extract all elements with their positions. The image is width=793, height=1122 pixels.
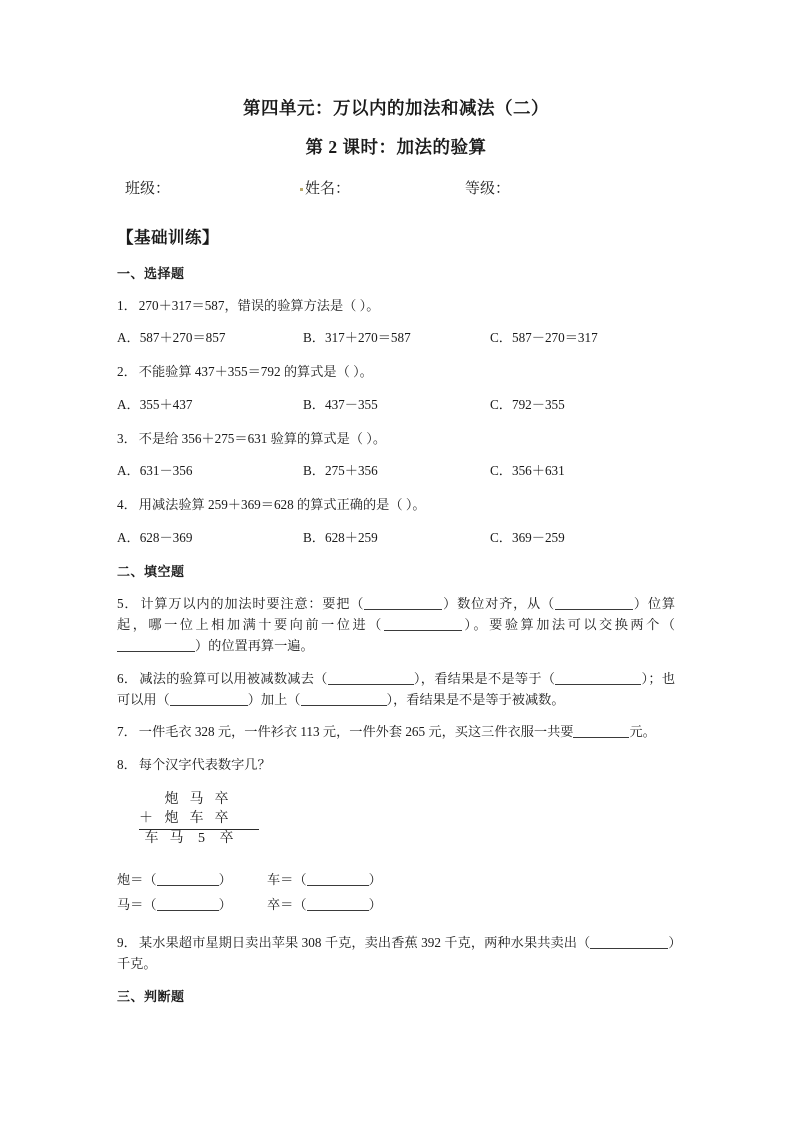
puzzle-row3-cell-4: 卒 — [219, 831, 234, 847]
question-6 — [117, 668, 675, 711]
question-7-text-part1: 一件毛衣 328 元，一件衫衣 113 元，一件外套 265 元，买这三件衣服一共要 — [138, 724, 574, 740]
question-3 — [117, 428, 675, 449]
stray-dot-artifact — [300, 188, 303, 191]
question-7-blank-1[interactable] — [573, 737, 629, 738]
answer-row-2 — [117, 892, 675, 918]
question-6-text-part5: ），看结果是不是等于被减数。 — [386, 692, 565, 707]
question-5-text-part5: ）的位置再算一遍。 — [195, 638, 314, 654]
question-2-option-c[interactable]: C．792－355 — [490, 396, 565, 412]
answer-row-1 — [117, 867, 675, 893]
answer-che-label: 车＝（ — [267, 871, 307, 887]
question-4-option-b[interactable]: B．628＋259 — [303, 529, 378, 545]
section-heading-choice: 一、选择题 — [117, 266, 185, 281]
question-6-blank-4[interactable] — [301, 705, 387, 706]
question-6-text-part2: ），看结果是不是等于（ — [413, 670, 556, 686]
question-3-text: 不是给 356＋275＝631 验算的算式是（ ）。 — [138, 430, 387, 446]
question-5 — [117, 593, 675, 657]
question-5-blank-3[interactable] — [384, 630, 462, 631]
question-5-text-part1: 计算万以内的加法时要注意：要把（ — [140, 595, 365, 611]
question-1-number: 1． — [117, 298, 137, 313]
question-8-text: 每个汉字代表数字几？ — [138, 756, 271, 772]
page-subtitle: 第 2 课时：加法的验算 — [305, 136, 487, 157]
question-1-option-a[interactable]: A．587＋270＝857 — [117, 330, 226, 346]
answer-ma-close: ） — [218, 897, 232, 913]
question-2 — [117, 361, 675, 382]
question-3-option-a[interactable]: A．631－356 — [117, 463, 193, 479]
question-4-options — [117, 527, 675, 550]
question-3-options — [117, 460, 675, 483]
puzzle-row1-cell-2: 马 — [189, 792, 204, 808]
question-5-blank-1[interactable] — [364, 609, 442, 610]
puzzle-row2-cell-2: 车 — [189, 810, 204, 826]
question-5-blank-4[interactable] — [117, 651, 195, 652]
question-9-blank-1[interactable] — [590, 948, 668, 949]
answer-che — [267, 867, 417, 893]
question-9-number: 9． — [117, 935, 137, 950]
question-5-text-part3: ）位算起，哪一位上相加满十要向前一位进（ — [117, 595, 676, 632]
document-content — [117, 96, 675, 1018]
question-2-option-a[interactable]: A．355＋437 — [117, 396, 193, 412]
puzzle-row3-cell-2: 马 — [169, 831, 184, 847]
question-6-blank-1[interactable] — [328, 684, 414, 685]
puzzle-row1-cell-1: 炮 — [164, 792, 179, 808]
question-1-option-c[interactable]: C．587－270＝317 — [490, 330, 598, 346]
answer-ma — [117, 892, 267, 918]
question-2-number: 2． — [117, 364, 137, 380]
question-3-number: 3． — [117, 430, 137, 446]
question-2-option-b[interactable]: B．437－355 — [303, 396, 378, 412]
question-3-option-c[interactable]: C．356＋631 — [490, 463, 565, 479]
question-3-option-b[interactable]: B．275＋356 — [303, 463, 378, 479]
question-6-number: 6． — [117, 670, 138, 686]
question-2-options — [117, 394, 675, 417]
answer-zu-blank[interactable] — [307, 910, 369, 911]
class-label: 班级： — [125, 181, 171, 197]
name-label: 姓名： — [305, 181, 351, 197]
question-5-text-part4: ）。要验算加法可以交换两个（ — [461, 616, 675, 632]
question-7-number: 7． — [117, 724, 137, 740]
question-9-text-part1: 某水果超市星期日卖出苹果 308 千克，卖出香蕉 392 千克，两种水果共卖出（ — [138, 935, 591, 950]
question-4 — [117, 494, 675, 515]
puzzle-row-sum — [139, 830, 259, 848]
question-6-blank-2[interactable] — [555, 684, 641, 685]
answer-zu-close: ） — [368, 897, 382, 913]
grade-label: 等级： — [465, 181, 511, 197]
puzzle-row-addend-2 — [139, 810, 259, 830]
question-5-text-part2: ）数位对齐，从（ — [442, 595, 556, 611]
puzzle-row2-cell-1: 炮 — [164, 810, 179, 826]
section-heading-fill-blank: 二、填空题 — [117, 563, 185, 579]
student-info-line — [117, 177, 675, 198]
question-1-text: 270＋317＝587，错误的验算方法是（ ）。 — [138, 298, 380, 313]
question-2-text: 不能验算 437＋355＝792 的算式是（ ）。 — [138, 364, 373, 380]
question-8-number: 8． — [117, 756, 137, 772]
page-title: 第四单元：万以内的加法和减法（二） — [243, 98, 549, 118]
main-section-heading: 【基础训练】 — [117, 228, 219, 247]
section-heading-judgment: 三、判断题 — [117, 988, 185, 1004]
answer-ma-blank[interactable] — [157, 910, 219, 911]
puzzle-row3-cell-3: 5 — [198, 831, 205, 847]
question-5-number: 5． — [117, 595, 139, 611]
puzzle-row3-cell-1: 车 — [144, 831, 159, 847]
answer-che-close: ） — [368, 871, 382, 887]
question-9-text-part2: ）千克。 — [117, 935, 676, 972]
question-1 — [117, 295, 675, 316]
question-8-answers — [117, 867, 675, 918]
question-1-options — [117, 327, 675, 350]
answer-pao — [117, 867, 267, 893]
question-7 — [117, 721, 675, 742]
answer-zu-label: 卒＝（ — [267, 897, 307, 913]
puzzle-row2-cell-3: 卒 — [214, 810, 229, 826]
puzzle-row-addend-1 — [139, 791, 259, 809]
question-6-text-part3: ）；也可以用（ — [117, 670, 676, 707]
question-6-text-part1: 减法的验算可以用被减数减去（ — [139, 670, 328, 686]
answer-ma-label: 马＝（ — [117, 897, 157, 913]
puzzle-plus-icon: ＋ — [139, 810, 153, 826]
answer-zu — [267, 892, 417, 918]
answer-pao-close: ） — [218, 871, 232, 887]
question-6-blank-3[interactable] — [170, 705, 248, 706]
name-field-group — [300, 177, 465, 198]
question-1-option-b[interactable]: B．317＋270＝587 — [303, 330, 411, 346]
answer-pao-blank[interactable] — [157, 885, 219, 886]
question-4-number: 4． — [117, 497, 137, 513]
question-4-option-c[interactable]: C．369－259 — [490, 529, 565, 545]
question-4-text: 用减法验算 259＋369＝628 的算式正确的是（ ）。 — [138, 497, 426, 513]
question-5-blank-2[interactable] — [555, 609, 633, 610]
answer-che-blank[interactable] — [307, 885, 369, 886]
question-8 — [117, 754, 675, 775]
question-6-text-part4: ）加上（ — [247, 692, 301, 707]
answer-pao-label: 炮＝（ — [117, 871, 157, 887]
question-4-option-a[interactable]: A．628－369 — [117, 529, 193, 545]
question-7-text-part2: 元。 — [629, 724, 656, 740]
question-9 — [117, 932, 675, 975]
puzzle-row1-cell-3: 卒 — [214, 792, 229, 808]
vertical-addition-puzzle — [117, 791, 675, 848]
